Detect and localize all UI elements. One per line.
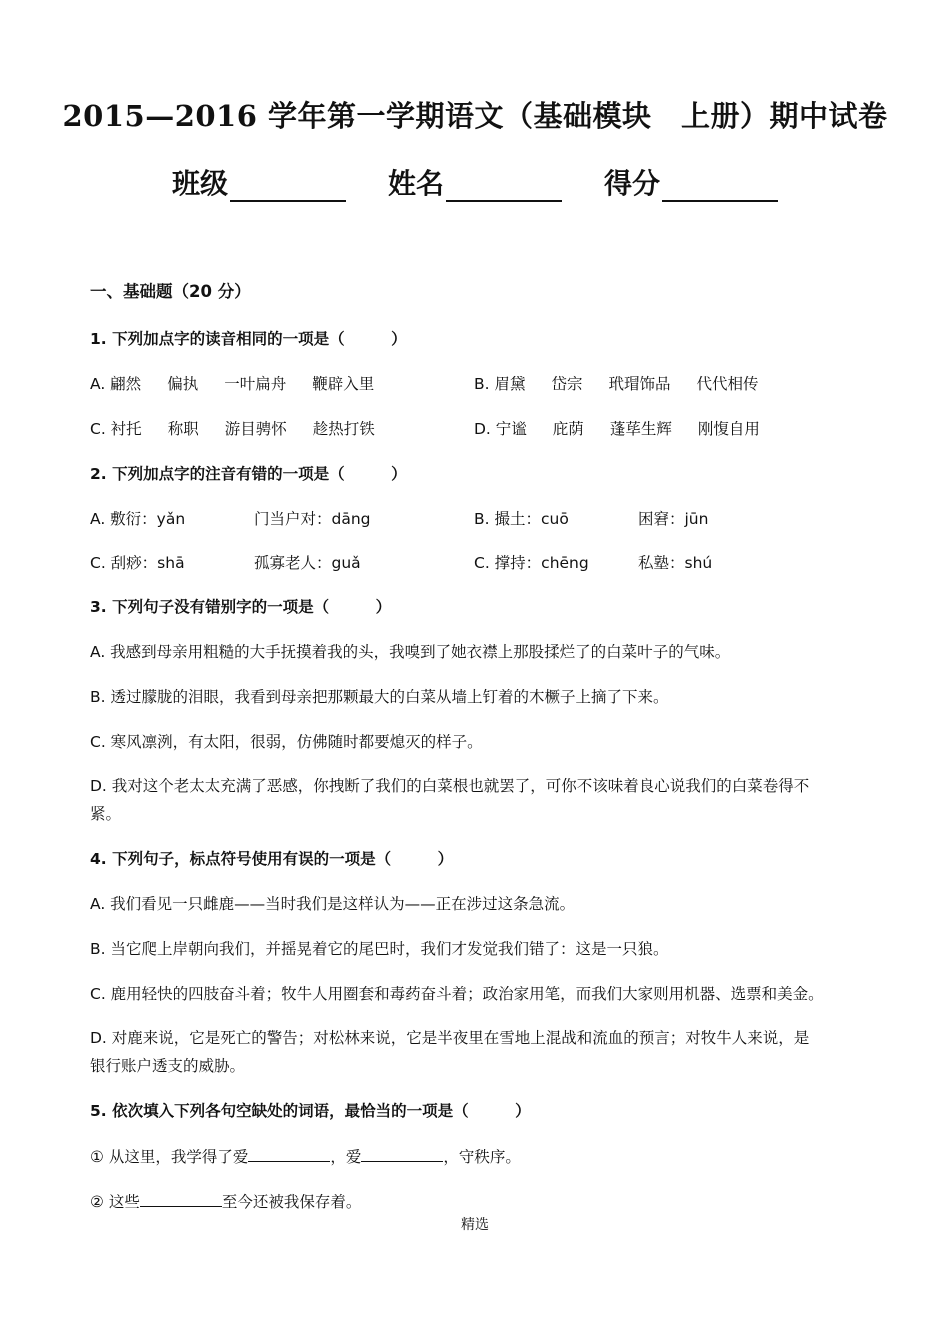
section-heading: 一、基础题（20 分） [90, 282, 251, 301]
q5-s2-blank[interactable] [140, 1188, 222, 1207]
q5-s1-blank1[interactable] [248, 1143, 330, 1162]
q1-options-row1 [90, 371, 866, 397]
q1-c-4: 趁热打铁 [312, 420, 375, 438]
q3-stem: 3. 下列句子没有错别字的一项是（ ） [90, 598, 392, 616]
class-label: 班级 [171, 167, 228, 200]
q1-d-1: D. 宁谧 [474, 420, 527, 438]
q2-row2-3: C. 撑持：chēng [474, 554, 589, 572]
name-blank[interactable] [446, 160, 562, 202]
q5-s2-part2: 至今还被我保存着。 [221, 1193, 362, 1211]
q4-stem: 4. 下列句子，标点符号使用有误的一项是（ ） [90, 850, 454, 868]
q5-s1-part3: ，守秩序。 [443, 1148, 521, 1166]
q3-option-d: D. 我对这个老太太充满了恶感，你拽断了我们的白菜根也就罢了，可你不该味着良心说我们的白菜卷得不 [90, 777, 810, 795]
q5-sentence-2 [90, 1188, 866, 1215]
q2-row2-4: 私塾：shú [638, 554, 713, 572]
class-blank[interactable] [230, 160, 346, 202]
q2-row1-3: B. 撮土：cuō [474, 510, 569, 528]
q5-s1-blank2[interactable] [361, 1143, 443, 1162]
score-blank[interactable] [662, 160, 778, 202]
q2-row1-4: 困窘：jūn [638, 510, 709, 528]
q2-row2-1: C. 刮痧：shā [90, 554, 185, 572]
q4-option-d: D. 对鹿来说，它是死亡的警告；对松林来说，它是半夜里在雪地上混战和流血的预言；对牧牛人来说，是 [90, 1029, 810, 1047]
q3-option-a: A. 我感到母亲用粗糙的大手抚摸着我的头，我嗅到了她衣襟上那股揉烂了的白菜叶子的气味。 [90, 643, 731, 661]
q3-option-d-cont: 紧。 [90, 805, 122, 823]
q1-d-2: 庇荫 [552, 420, 584, 438]
q1-b-2: 岱宗 [551, 375, 583, 393]
q1-a-3: 一叶扁舟 [224, 375, 287, 393]
q1-b-4: 代代相传 [696, 375, 759, 393]
q1-a-1: A. 翩然 [90, 375, 142, 393]
q1-c-2: 称职 [167, 420, 199, 438]
q4-option-d-cont: 银行账户透支的威胁。 [90, 1057, 246, 1075]
q5-s1-part2: ，爱 [330, 1148, 362, 1166]
name-label: 姓名 [387, 167, 444, 200]
q1-c-1: C. 衬托 [90, 420, 142, 438]
page-footer: 精选 [461, 1217, 489, 1233]
q3-option-c: C. 寒风凛洌，有太阳，很弱，仿佛随时都要熄灭的样子。 [90, 733, 483, 751]
q2-options-row1 [90, 506, 866, 532]
class-field [172, 160, 346, 202]
name-field [388, 160, 562, 202]
q1-c-3: 游目骋怀 [224, 420, 287, 438]
score-field [604, 160, 778, 202]
q5-s1-part1: ① 从这里，我学得了爱 [90, 1148, 249, 1166]
q5-sentence-1 [90, 1143, 866, 1170]
score-label: 得分 [604, 167, 661, 200]
q4-option-b: B. 当它爬上岸朝向我们，并摇晃着它的尾巴时，我们才发觉我们错了：这是一只狼。 [90, 940, 669, 958]
q1-a-2: 偏执 [167, 375, 199, 393]
q2-row1-2: 门当户对：dāng [254, 510, 371, 528]
q4-option-a: A. 我们看见一只雌鹿——当时我们是这样认为——正在涉过这条急流。 [90, 895, 576, 913]
q2-row1-1: A. 敷衍：yǎn [90, 510, 186, 528]
exam-title: 2015—2016 学年第一学期语文（基础模块 上册）期中试卷 [62, 99, 888, 133]
q5-s2-part1: ② 这些 [90, 1193, 140, 1211]
q2-stem: 2. 下列加点字的注音有错的一项是（ ） [90, 465, 407, 483]
q1-d-3: 蓬荜生辉 [609, 420, 672, 438]
q1-options-row2 [90, 416, 866, 442]
q2-row2-2: 孤寡老人：guǎ [254, 554, 361, 572]
q1-b-1: B. 眉黛 [474, 375, 526, 393]
q1-stem: 1. 下列加点字的读音相同的一项是（ ） [90, 330, 407, 348]
q1-a-4: 鞭辟入里 [312, 375, 375, 393]
q2-options-row2 [90, 550, 866, 576]
student-info-row [0, 160, 950, 202]
q4-option-c: C. 鹿用轻快的四肢奋斗着；牧牛人用圈套和毒药奋斗着；政治家用笔，而我们大家则用机器、选票和美金。 [90, 985, 824, 1003]
q1-b-3: 玳瑁饰品 [608, 375, 671, 393]
q1-d-4: 刚愎自用 [697, 420, 760, 438]
q5-stem: 5. 依次填入下列各句空缺处的词语，最恰当的一项是（ ） [90, 1102, 531, 1120]
q3-option-b: B. 透过朦胧的泪眼，我看到母亲把那颗最大的白菜从墙上钉着的木橛子上摘了下来。 [90, 688, 669, 706]
